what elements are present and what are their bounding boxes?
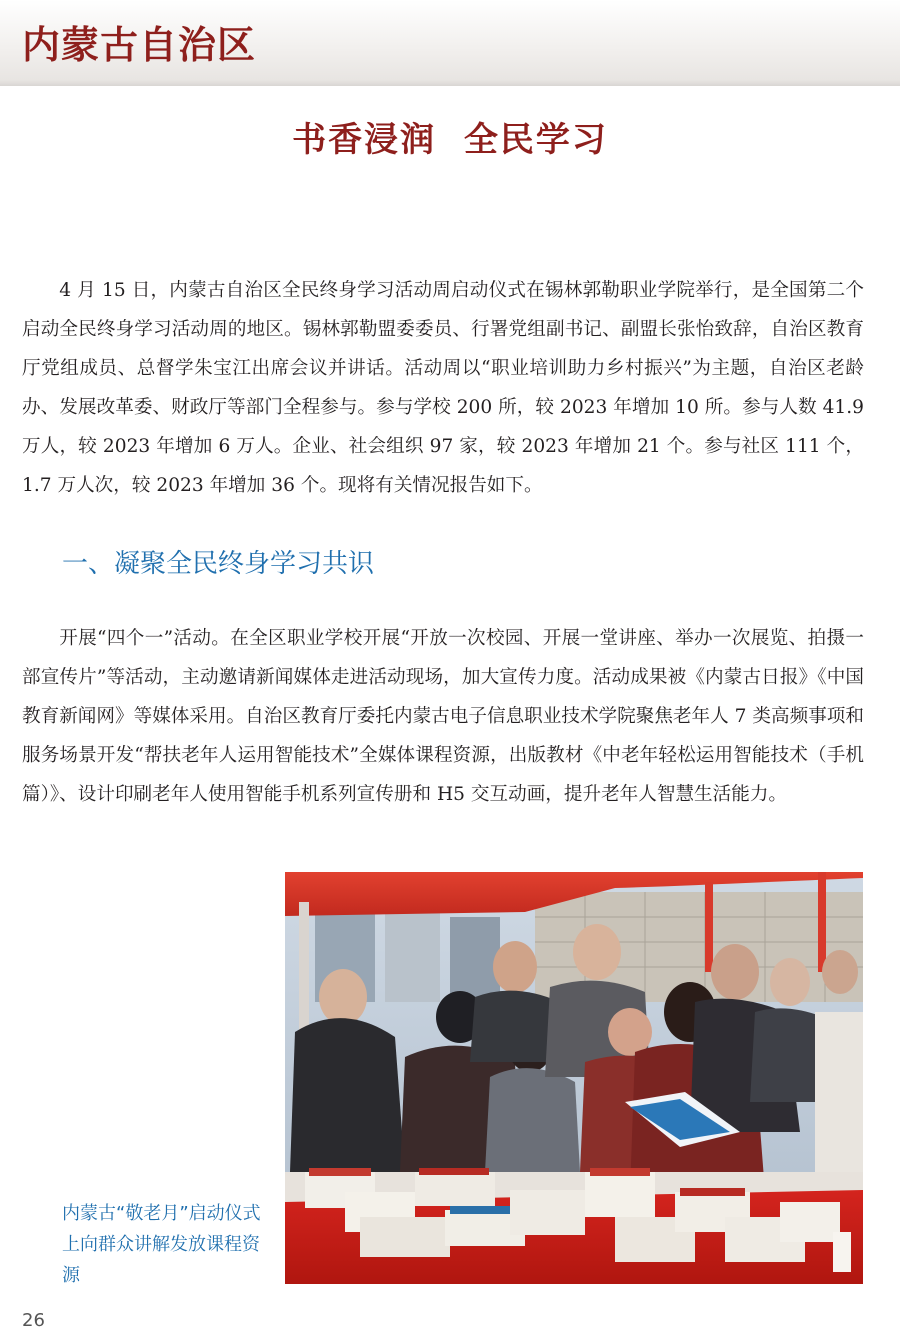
photo-caption: 内蒙古“敬老月”启动仪式上向群众讲解发放课程资源 (62, 1203, 261, 1286)
article-title: 书香浸润 全民学习 (292, 120, 608, 160)
section-heading: 一、凝聚全民终身学习共识 (62, 549, 375, 579)
body-paragraph-activities: 开展“四个一”活动。在全区职业学校开展“开放一次校园、开展一堂讲座、举办一次展览、拍摄一部宣传片”等活动，主动邀请新闻媒体走进活动现场，加大宣传力度。活动成果被《内蒙古日报》《中国教育新闻网》等媒体采用。自治区教育厅委托内蒙古电子信息职业技术学院聚焦老年人 7 类高频事项和服务场景开发“帮扶老年人运用智能技术”全媒体课程资源，出版教材《中老年轻松运用智能技术（手机篇）》、设计印刷老年人使用智能手机系列宣传册和 H5 交互动画，提升老年人智慧生活能力。 (22, 628, 864, 805)
event-photo (285, 872, 863, 1284)
body-paragraph-intro: 4 月 15 日，内蒙古自治区全民终身学习活动周启动仪式在锡林郭勒职业学院举行，是全国第二个启动全民终身学习活动周的地区。锡林郭勒盟委委员、行署党组副书记、副盟长张怡致辞，自治区教育厅党组成员、总督学朱宝江出席会议并讲话。活动周以“职业培训助力乡村振兴”为主题，自治区老龄办、发展改革委、财政厅等部门全程参与。参与学校 200 所，较 2023 年增加 10 所。参与人数 41.9 万人，较 2023 年增加 6 万人。企业、社会组织 97 家，较 2023 年增加 21 个。参与社区 111 个，1.7 万人次，较 2023 年增加 36 个。现将有关情况报告如下。 (22, 280, 864, 496)
page-number: 26 (22, 1310, 45, 1331)
region-title: 内蒙古自治区 (22, 23, 257, 67)
